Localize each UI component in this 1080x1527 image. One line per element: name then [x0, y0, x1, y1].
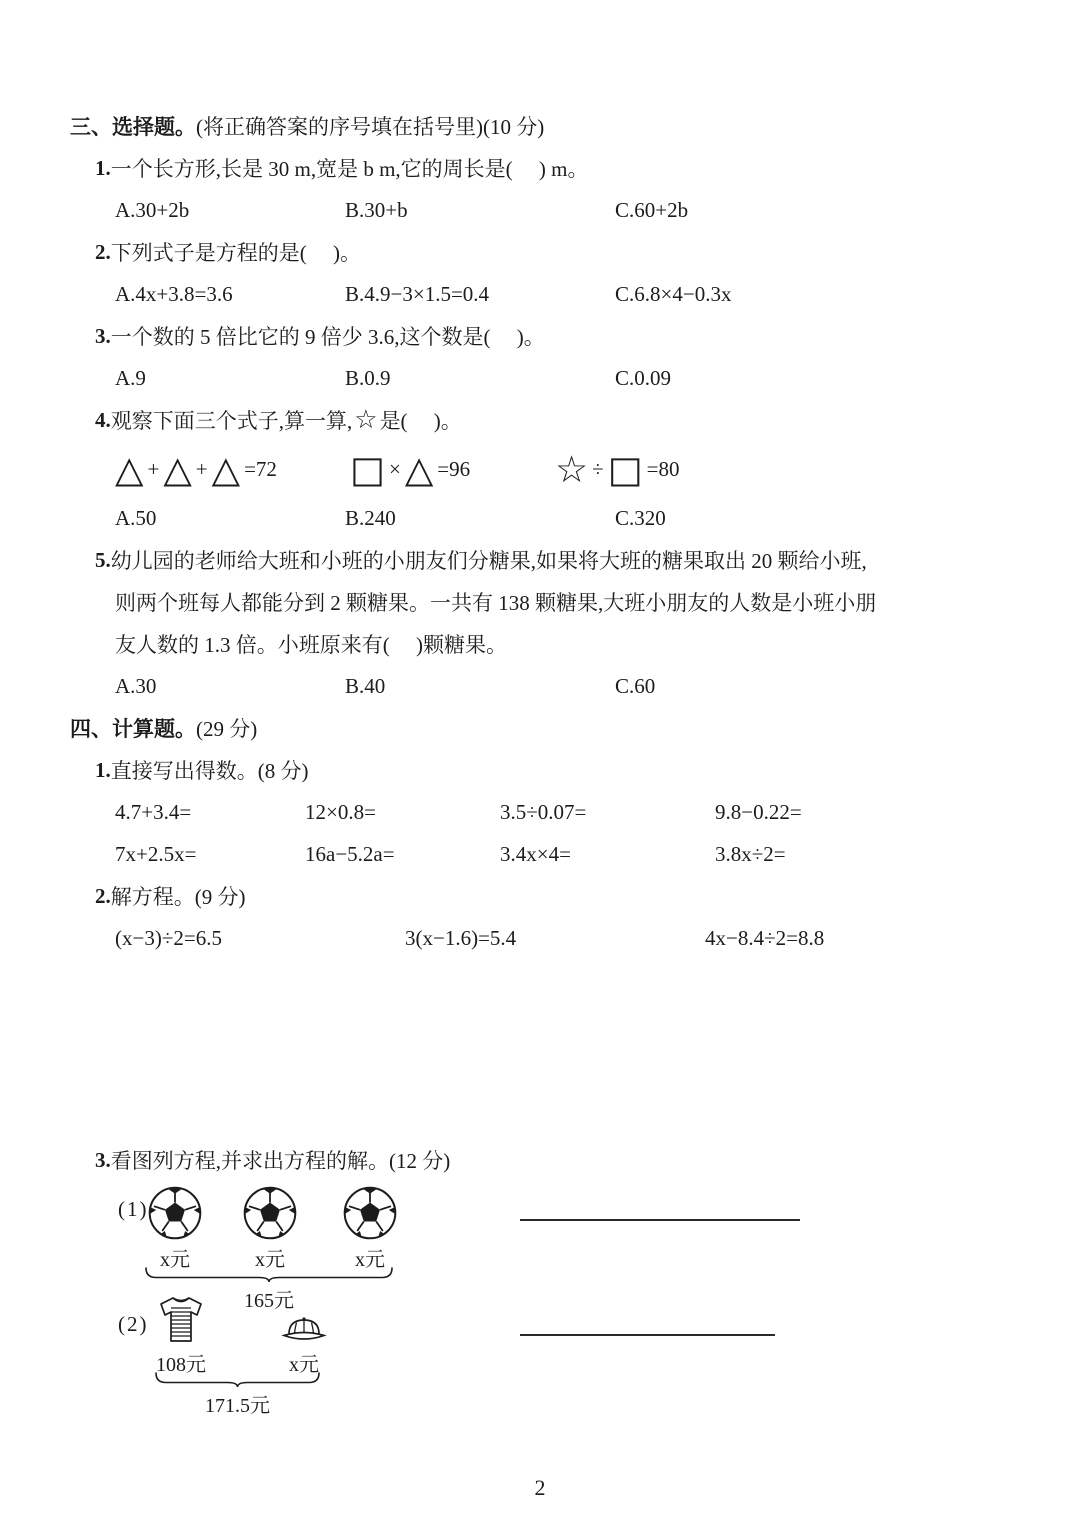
option-b: B.40 [345, 673, 386, 698]
figure-2-label: (2) [118, 1312, 149, 1336]
star-icon: ☆ [354, 405, 378, 435]
option-b: B.4.9−3×1.5=0.4 [345, 281, 490, 306]
question-2-options [115, 273, 1010, 315]
work-space [70, 959, 1010, 1139]
question-4-options [115, 497, 1010, 539]
question-1-text: 一个长方形,长是 30 m,宽是 b m,它的周长是( ) m。 [110, 157, 589, 181]
question-5-text: 则两个班每人都能分到 2 颗糖果。一共有 138 颗糖果,大班小朋友的人数是小班小朋 [115, 591, 877, 615]
calc-part-3-number: 3. [95, 1147, 111, 1172]
calc-part-1-number: 1. [95, 757, 111, 782]
question-3-options [115, 357, 1010, 399]
question-1 [95, 147, 1010, 189]
result: =80 [646, 456, 680, 481]
question-3 [95, 315, 1010, 357]
question-2 [95, 231, 1010, 273]
calc-item: 3.8x÷2= [715, 841, 786, 866]
option-b: B.240 [345, 505, 396, 530]
calc-part-1-text: 直接写出得数。(8 分) [110, 759, 309, 783]
shape-equation-1 [115, 447, 350, 491]
question-4-shape-equations [115, 441, 1010, 497]
option-a: A.30+2b [115, 197, 190, 222]
section-choice-heading [70, 105, 1010, 147]
option-c: C.6.8×4−0.3x [615, 281, 732, 306]
question-5-line-1 [95, 539, 1010, 581]
calc-item: 3.4x×4= [500, 841, 571, 866]
square-icon: □ [607, 447, 643, 491]
calc-row-2 [115, 833, 1010, 875]
question-2-text: 下列式子是方程的是( )。 [110, 241, 361, 265]
section-choice-title: 三、选择题。 [70, 115, 196, 139]
question-5-options [115, 665, 1010, 707]
section-choice-note: (将正确答案的序号填在括号里)(10 分) [196, 115, 545, 139]
option-c: C.320 [615, 505, 666, 530]
operator: × [388, 456, 401, 481]
page-number: 2 [534, 1475, 546, 1500]
star-icon: ☆ [555, 447, 589, 491]
option-c: C.0.09 [615, 365, 672, 390]
cap-icon [280, 1314, 328, 1344]
equation: (x−3)÷2=6.5 [115, 925, 222, 950]
question-5-line-3 [115, 623, 1010, 665]
result: =96 [437, 456, 471, 481]
triangle-icon: △ [163, 447, 192, 491]
figure-area [70, 1181, 1010, 1431]
option-a: A.50 [115, 505, 157, 530]
option-a: A.30 [115, 673, 157, 698]
triangle-icon: △ [211, 447, 241, 491]
triangle-icon: △ [115, 447, 144, 491]
calc-item: 7x+2.5x= [115, 841, 197, 866]
figure-1-label: (1) [118, 1197, 149, 1221]
section-calc-heading [70, 707, 1010, 749]
shirt-price-label: 108元 [156, 1354, 206, 1376]
operator: ÷ [592, 456, 604, 481]
calc-part-2-title [95, 875, 1010, 917]
option-c: C.60+2b [615, 197, 689, 222]
question-5-line-2 [115, 581, 1010, 623]
question-5-number: 5. [95, 547, 111, 572]
square-icon: □ [350, 447, 385, 491]
calc-item: 16a−5.2a= [305, 841, 395, 866]
option-c: C.60 [615, 673, 656, 698]
calc-part-2-text: 解方程。(9 分) [110, 885, 246, 909]
shirt-icon [155, 1294, 207, 1344]
option-a: A.4x+3.8=3.6 [115, 281, 233, 306]
soccer-ball-icon [243, 1186, 297, 1240]
question-2-number: 2. [95, 239, 111, 264]
question-3-text: 一个数的 5 倍比它的 9 倍少 3.6,这个数是( )。 [110, 325, 545, 349]
ball-price-label: x元 [355, 1249, 385, 1271]
option-a: A.9 [115, 365, 146, 390]
equation: 4x−8.4÷2=8.8 [705, 925, 825, 950]
calc-part-2-number: 2. [95, 883, 111, 908]
calc-item: 3.5÷0.07= [500, 799, 587, 824]
question-4 [95, 399, 1010, 441]
calc-item: 12×0.8= [305, 799, 376, 824]
underbrace [145, 1267, 393, 1283]
calc-item: 9.8−0.22= [715, 799, 802, 824]
soccer-ball-icon [148, 1186, 202, 1240]
question-5-text: 幼儿园的老师给大班和小班的小朋友们分糖果,如果将大班的糖果取出 20 颗给小班, [110, 549, 867, 573]
question-4-text-before: 观察下面三个式子,算一算, [110, 409, 353, 433]
calc-row-1 [115, 791, 1010, 833]
figure-2-total: 171.5元 [205, 1395, 270, 1417]
result: =72 [244, 456, 277, 481]
shape-equation-3 [555, 447, 684, 491]
answer-line [520, 1219, 800, 1221]
question-1-number: 1. [95, 155, 111, 180]
section-calc-title: 四、计算题。 [70, 717, 196, 741]
calc-part-3-text: 看图列方程,并求出方程的解。(12 分) [110, 1149, 451, 1173]
underbrace [155, 1372, 320, 1388]
ball-price-label: x元 [255, 1249, 285, 1271]
equation: 3(x−1.6)=5.4 [405, 925, 517, 950]
figure-1-total: 165元 [244, 1290, 294, 1312]
soccer-ball-icon [343, 1186, 397, 1240]
cap-price-label: x元 [289, 1354, 319, 1376]
option-b: B.30+b [345, 197, 408, 222]
question-4-text-after: 是( )。 [379, 409, 462, 433]
question-3-number: 3. [95, 323, 111, 348]
calc-part-3-title [95, 1139, 1010, 1181]
question-1-options [115, 189, 1010, 231]
question-5-text: 友人数的 1.3 倍。小班原来有( )颗糖果。 [115, 633, 507, 657]
option-b: B.0.9 [345, 365, 391, 390]
answer-line [520, 1334, 775, 1336]
section-calc-note: (29 分) [196, 717, 258, 741]
shape-equation-2 [350, 447, 555, 491]
question-4-number: 4. [95, 407, 111, 432]
triangle-icon: △ [404, 447, 434, 491]
solve-equations-row [115, 917, 1010, 959]
operator: + [195, 456, 208, 481]
calc-item: 4.7+3.4= [115, 799, 192, 824]
operator: + [147, 456, 160, 481]
ball-price-label: x元 [160, 1249, 190, 1271]
calc-part-1-title [95, 749, 1010, 791]
